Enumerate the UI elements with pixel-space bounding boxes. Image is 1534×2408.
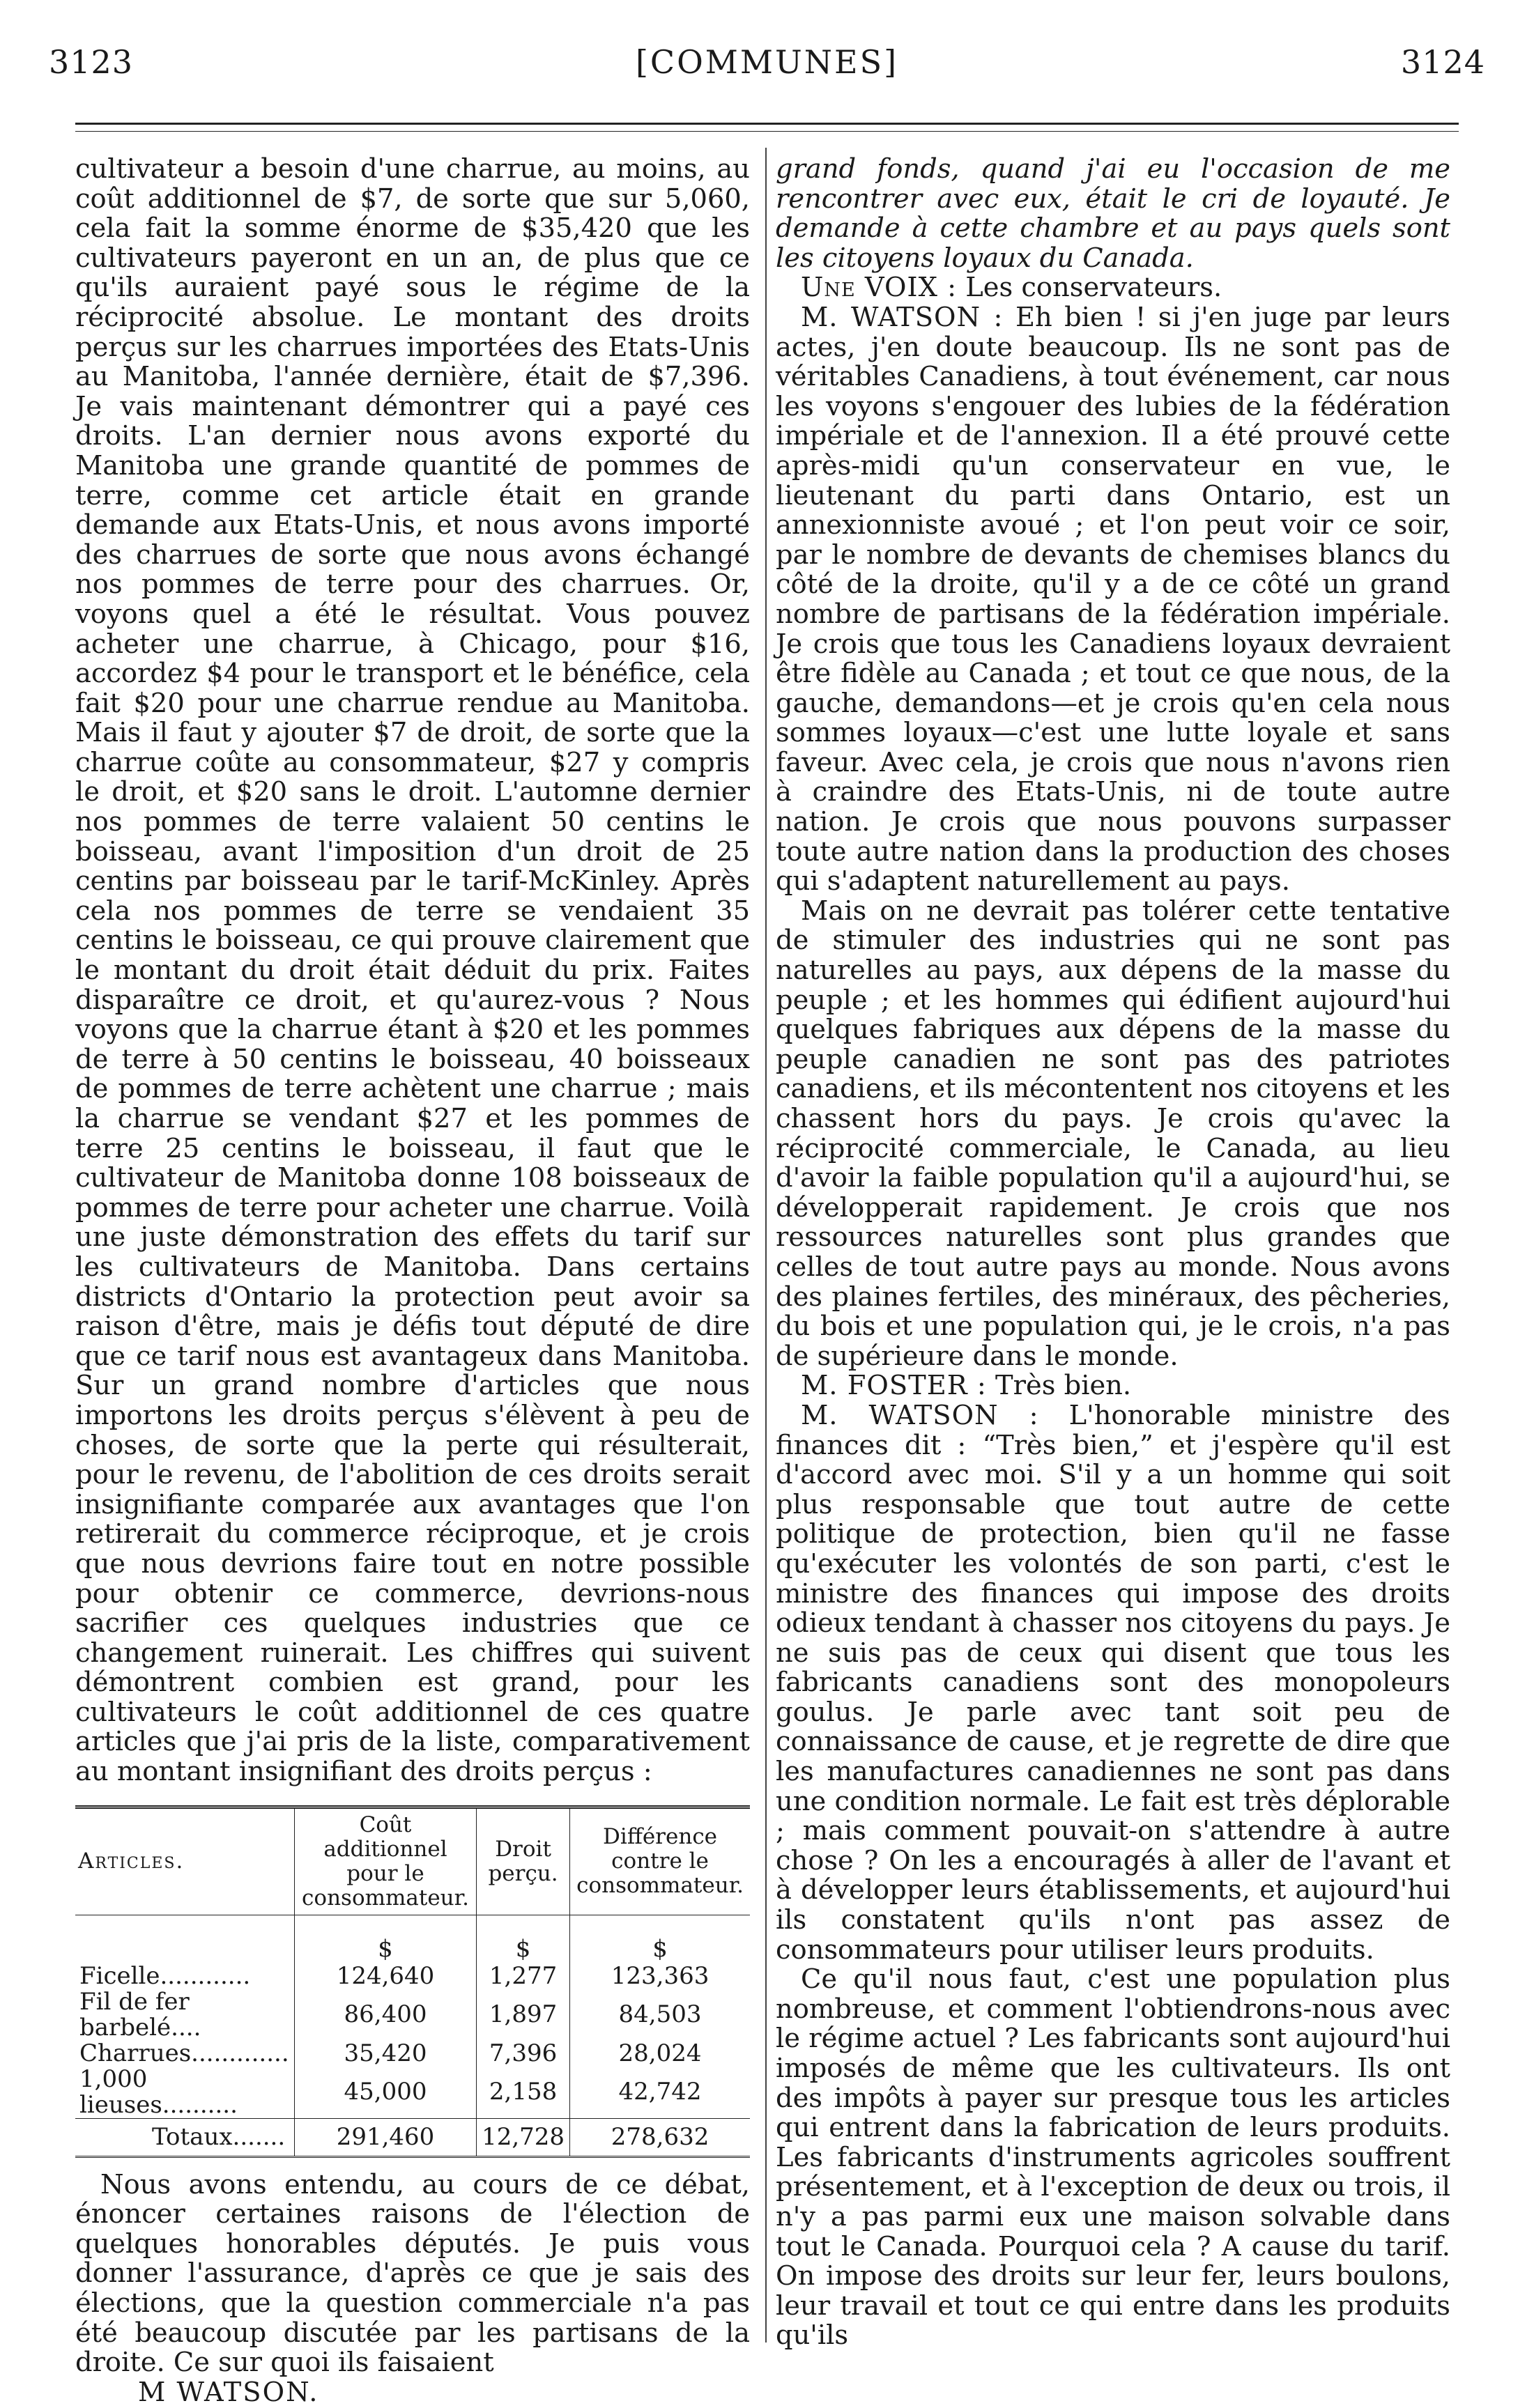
voix-paragraph: Une VOIX : Les conservateurs.	[801, 272, 1222, 304]
right-paragraph-1: grand fonds, quand j'ai eu l'occasion de me rencontrer avec eux, était le cri de loyauté. Je demande à cette chambre et au pays quels sont les citoyens loyaux du Canada.	[776, 153, 1450, 274]
table-row: Ficelle............ 124,640 1,277 123,363	[75, 1963, 750, 1989]
column-divider	[765, 148, 767, 2343]
page-header	[49, 43, 1485, 92]
header-rule-thin	[75, 131, 1459, 132]
table-row: Charrues............. 35,420 7,396 28,024	[75, 2041, 750, 2067]
table-row: 1,000 lieuses.......... 45,000 2,158 42,742	[75, 2067, 750, 2119]
table-units-row	[75, 1915, 750, 1963]
unit-droit: $	[477, 1915, 570, 1963]
left-column	[75, 155, 750, 2407]
th-difference: Différence contre le consommateur.	[570, 1807, 750, 1915]
signature: M WATSON.	[138, 2376, 319, 2408]
header-rule	[75, 123, 1459, 125]
left-paragraph-1: cultivateur a besoin d'une charrue, au moins, au coût additionnel de $7, de sorte que sur 5,060, cela fait la somme énorme de $35,420 que les cultivateurs payeront en un an, de plus que ce qu'ils auraient payé sous le régime de la réciprocité absolue. Le montant des droits perçus sur les charrues importées des Etats-Unis au Manitoba, l'année dernière, était de $7,396. Je vais maintenant démontrer qui a payé ces droits. L'an dernier nous avons exporté du Manitoba une grande quantité de pommes de terre, comme cet article était en grande demande aux Etats-Unis, et nous avons importé des charrues de sorte que nous avons échangé nos pommes de terre pour des charrues. Or, voyons quel a été le résultat. Vous pouvez acheter une charrue, à Chicago, pour $16, accordez $4 pour le transport et le bénéfice, cela fait $20 pour une charrue rendue au Manitoba. Mais il faut y ajouter $7 de droit, de sorte que la charrue coûte au consommateur, $27 y compris le droit, et $20 sans le droit. L'automne dernier nos pommes de terre valaient 50 centins le boisseau, avant l'imposition d'un droit de 25 centins par boisseau par le tarif-McKinley. Après cela nos pommes de terre se vendaient 35 centins le boisseau, ce qui prouve clairement que le montant du droit était déduit du prix. Faites disparaître ce droit, et qu'aurez-vous ? Nous voyons que la charrue étant à $20 et les pommes de terre à 50 centins le boisseau, 40 boisseaux de pommes de terre achètent une charrue ; mais la charrue se vendant $27 et les pommes de terre 25 centins le boisseau, il faut que le cultivateur de Manitoba donne 108 boisseaux de pommes de terre pour acheter une charrue. Voilà une juste démonstration des effets du tarif sur les cultivateurs de Manitoba. Dans certains districts d'Ontario la protection peut avoir sa raison d'être, mais je défis tout député de dire que ce tarif nous est avantageux dans Manitoba. Sur un grand nombre d'articles que nous importons les droits perçus s'élèvent à peu de choses, de sorte que la perte qui résulterait, pour le revenu, de l'abolition de ces droits serait insignifiante comparée aux avantages que l'on retirerait du commerce réciproque, et je crois que nous devrions faire tout en notre possible pour obtenir ce commerce, devrions-nous sacrifier ces quelques industries que ce changement ruinerait. Les chiffres qui suivent démontrent combien est grand, pour les cultivateurs le coût additionnel de ces quatre articles que j'ai pris de la liste, comparativement au montant insignifiant des droits perçus :	[75, 153, 750, 1788]
watson-paragraph: M. WATSON : Eh bien ! si j'en juge par leurs actes, j'en doute beaucoup. Ils ne sont pas de véritables Canadiens, à tout événement, car nous les voyons s'engouer des lubies de la fédération impériale et de l'annexion. Il a été prouvé cette après-midi qu'un conservateur en vue, le lieutenant du parti dans Ontario, est un annexionniste avoué ; et l'on peut voir ce soir, par le nombre de devants de chemises blancs du côté de la droite, qu'il y a de ce côté un grand nombre de partisans de la fédération impériale. Je crois que tous les Canadiens loyaux devraient être fidèle au Canada ; et tout ce que nous, de la gauche, demandons—et je crois qu'en cela nous sommes loyaux—c'est une lutte loyale et sans faveur. Avec cela, je crois que nous n'avons rien à craindre des Etats-Unis, ni de toute autre nation. Je crois que nous pouvons surpasser toute autre nation dans la production des choses qui s'adaptent naturellement au pays.	[776, 301, 1450, 897]
foster-paragraph: M. FOSTER : Très bien.	[801, 1370, 1132, 1402]
watson2-paragraph: M. WATSON : L'honorable ministre des finances dit : “Très bien,” et j'espère qu'il est d'accord avec moi. S'il y a un homme qui soit plus responsable que tout autre de cette politique de protection, bien qu'il ne fasse qu'exécuter les volontés de son parti, c'est le ministre des finances qui impose des droits odieux tendant à chasser nos citoyens du pays. Je ne suis pas de ceux qui disent que tous les fabricants canadiens sont des monopoleurs goulus. Je parle avec tant soit peu de connaissance de cause, et je regrette de dire que les manufactures canadiennes ne sont pas dans une condition normale. Le fait est très déplorable ; mais comment pouvait-on s'attendre à autre chose ? On les a encouragés à aller de l'avant et à développer leurs établissements, et aujourd'hui ils constatent qu'ils n'ont pas assez de consommateurs pour utiliser leurs produits.	[776, 1399, 1450, 1966]
th-cout: Coût additionnel pour le consommateur.	[294, 1807, 476, 1915]
right-column	[776, 155, 1450, 2351]
page-number-left: 3123	[49, 43, 134, 81]
speaker-voix: Une VOIX :	[801, 272, 958, 304]
unit-cout: $	[294, 1915, 476, 1963]
running-title: [COMMUNES]	[635, 43, 899, 81]
speaker-watson-2: M. WATSON :	[801, 1399, 1039, 1431]
speaker-watson: M. WATSON :	[801, 301, 1004, 333]
table-row: Fil de fer barbelé.... 86,400 1,897 84,503	[75, 1989, 750, 2041]
th-droit: Droit perçu.	[477, 1807, 570, 1915]
table-total-row: Totaux....... 291,460 12,728 278,632	[75, 2118, 750, 2156]
left-paragraph-2: Nous avons entendu, au cours de ce débat, énoncer certaines raisons de l'élection de quelques honorables députés. Je puis vous donner l'assurance, d'après ce que je sais des élections, que la question commerciale n'a pas été beaucoup discutée par les partisans de la droite. Ce sur quoi ils faisaient	[75, 2168, 750, 2379]
th-articles: Articles.	[75, 1807, 294, 1915]
last-paragraph: Ce qu'il nous faut, c'est une population plus nombreuse, et comment l'obtiendrons-nous avec le régime actuel ? Les fabricants sont aujourd'hui imposés de même que les cultivateurs. Ils ont des impôts à payer sur presque tous les articles qui entrent dans la fabrication de leurs produits. Les fabricants d'instruments agricoles souffrent présentement, et à l'exception de deux ou trois, il n'y a pas parmi eux une maison solvable dans tout le Canada. Pourquoi cela ? A cause du tarif. On impose des droits sur leur fer, leurs boulons, leur travail et tout ce qui entre dans les produits qu'ils	[776, 1963, 1450, 2352]
speaker-foster: M. FOSTER :	[801, 1370, 987, 1402]
articles-table	[75, 1805, 750, 2158]
unit-difference: $	[570, 1915, 750, 1963]
page-number-right: 3124	[1400, 43, 1485, 81]
mais-paragraph: Mais on ne devrait pas tolérer cette tentative de stimuler des industries qui ne sont pas naturelles au pays, aux dépens de la masse du peuple ; et les hommes qui édifient aujourd'hui quelques fabriques aux dépens de la masse du peuple canadien ne sont pas des patriotes canadiens, et ils mécontentent nos citoyens et les chassent hors du pays. Je crois qu'avec la réciprocité commerciale, le Canada, au lieu d'avoir la faible population qu'il a aujourd'hui, se développerait rapidement. Je crois que nos ressources naturelles sont plus grandes que celles de tout autre pays au monde. Nous avons des plaines fertiles, des minéraux, des pêcheries, du bois et une population qui, je le crois, n'a pas de supérieure dans le monde.	[776, 895, 1450, 1372]
